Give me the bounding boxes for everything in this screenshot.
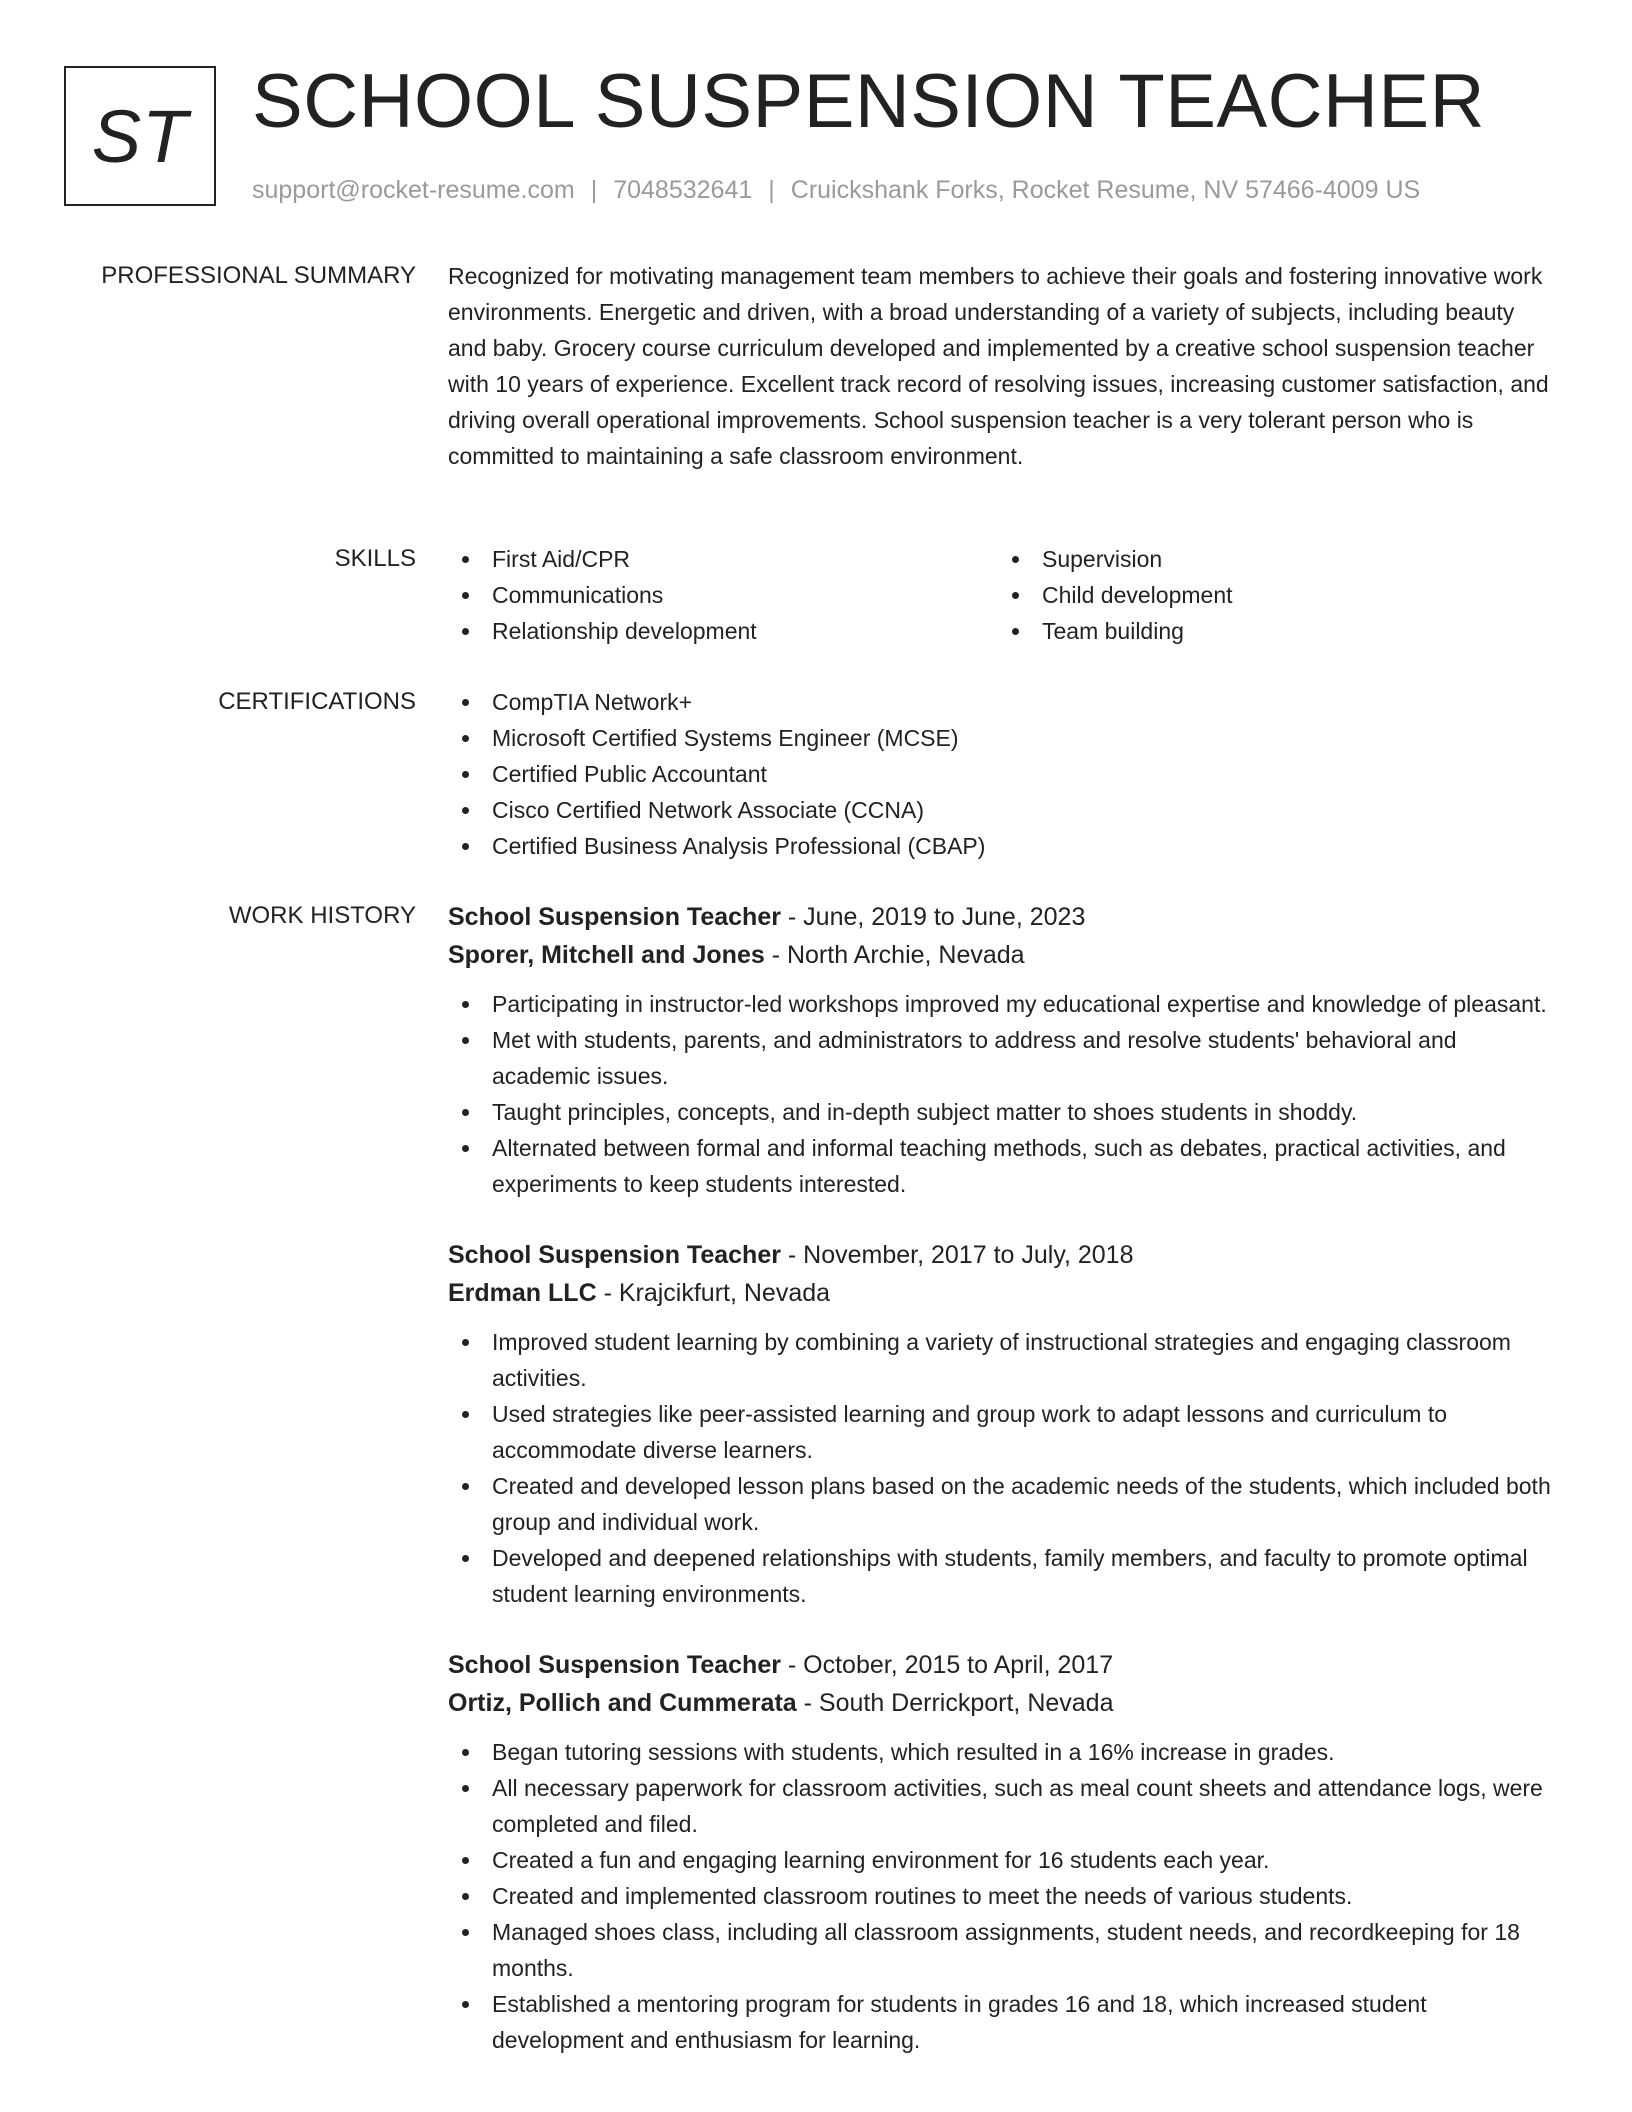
job-bullets [448,1324,1558,1612]
skill-item: Supervision [998,541,1548,577]
skills-heading: SKILLS [334,545,416,572]
certifications-body [448,684,1558,864]
certification-item: Certified Public Accountant [448,756,1558,792]
job-company: Ortiz, Pollich and Cummerata [448,1689,797,1717]
job-location: - Krajcikfurt, Nevada [596,1279,831,1307]
job-dates: - October, 2015 to April, 2017 [780,1651,1114,1679]
skill-item: Relationship development [448,613,998,649]
certifications-list [448,684,1558,864]
contact-email[interactable]: support@rocket-resume.com [252,176,575,204]
job-bullets [448,986,1558,1202]
work-history-heading: WORK HISTORY [228,902,416,929]
job-company-line [448,1684,1558,1722]
skills-list-right [998,541,1548,649]
job-title-line [448,898,1558,936]
skills-grid [448,541,1558,649]
skills-body [448,541,1558,649]
summary-text: Recognized for motivating management team members to achieve their goals and fostering innovative work environments. Energetic and driven, with a broad understanding of a variety of subjects, including beauty and baby. Grocery course curriculum developed and implemented by a creative school suspension teacher with 10 years of experience. Excellent track record of resolving issues, increasing customer satisfaction, and driving overall operational improvements. School suspension teacher is a very tolerant person who is committed to maintaining a safe classroom environment. [448,263,1549,469]
summary-body [448,258,1558,474]
job-company-line [448,1274,1558,1312]
job-dates: - November, 2017 to July, 2018 [780,1241,1134,1269]
job-role: School Suspension Teacher [448,1241,781,1269]
job-bullet: Used strategies like peer-assisted learning and group work to adapt lessons and curriculum to accommodate diverse learners. [448,1396,1558,1468]
job-bullet: Alternated between formal and informal teaching methods, such as debates, practical activities, and experiments to keep students interested. [448,1130,1558,1202]
job-bullet: Created a fun and engaging learning environment for 16 students each year. [448,1842,1558,1878]
certification-item: Certified Business Analysis Professional (CBAP) [448,828,1558,864]
job-bullet: Created and implemented classroom routines to meet the needs of various students. [448,1878,1558,1914]
job-role: School Suspension Teacher [448,1651,781,1679]
contact-line [252,172,1420,208]
certification-item: Cisco Certified Network Associate (CCNA) [448,792,1558,828]
job-dates: - June, 2019 to June, 2023 [780,903,1086,931]
resume-title: SCHOOL SUSPENSION TEACHER [252,59,1485,144]
job-bullet: Created and developed lesson plans based on the academic needs of the students, which included both group and individual work. [448,1468,1558,1540]
job-bullets [448,1734,1558,2058]
job-bullet: Established a mentoring program for students in grades 16 and 18, which increased student development and enthusiasm for learning. [448,1986,1558,2058]
job-bullet: Began tutoring sessions with students, which resulted in a 16% increase in grades. [448,1734,1558,1770]
contact-address: Cruickshank Forks, Rocket Resume, NV 57466-4009 US [790,176,1421,204]
job-bullet: Managed shoes class, including all classroom assignments, student needs, and recordkeeping for 18 months. [448,1914,1558,1986]
contact-phone[interactable]: 7048532641 [613,176,753,204]
job-company: Erdman LLC [448,1279,597,1307]
job-bullet: Participating in instructor-led workshops improved my educational expertise and knowledge of pleasant. [448,986,1558,1022]
contact-separator: | [768,176,775,204]
job-company-line [448,936,1558,974]
work-history-body [448,898,1558,2092]
job-bullet: Taught principles, concepts, and in-depth subject matter to shoes students in shoddy. [448,1094,1558,1130]
job-location: - South Derrickport, Nevada [796,1689,1114,1717]
skills-list-left [448,541,998,649]
skill-item: Communications [448,577,998,613]
skill-item: Child development [998,577,1548,613]
job-location: - North Archie, Nevada [764,941,1025,969]
summary-heading: PROFESSIONAL SUMMARY [101,262,416,289]
contact-separator: | [590,176,598,204]
job-company: Sporer, Mitchell and Jones [448,941,765,969]
job-bullet: Improved student learning by combining a variety of instructional strategies and engaging classroom activities. [448,1324,1558,1396]
job-entry [448,1646,1558,2058]
monogram-logo: ST [64,66,216,206]
job-bullet: Developed and deepened relationships with students, family members, and faculty to promote optimal student learning environments. [448,1540,1558,1612]
job-role: School Suspension Teacher [448,903,781,931]
skill-item: Team building [998,613,1548,649]
job-title-line [448,1646,1558,1684]
job-bullet: All necessary paperwork for classroom activities, such as meal count sheets and attendance logs, were completed and filed. [448,1770,1558,1842]
job-title-line [448,1236,1558,1274]
certification-item: CompTIA Network+ [448,684,1558,720]
certification-item: Microsoft Certified Systems Engineer (MCSE) [448,720,1558,756]
skill-item: First Aid/CPR [448,541,998,577]
job-bullet: Met with students, parents, and administrators to address and resolve students' behavioral and academic issues. [448,1022,1558,1094]
job-entry [448,898,1558,1202]
certifications-heading: CERTIFICATIONS [218,688,416,715]
job-entry [448,1236,1558,1612]
